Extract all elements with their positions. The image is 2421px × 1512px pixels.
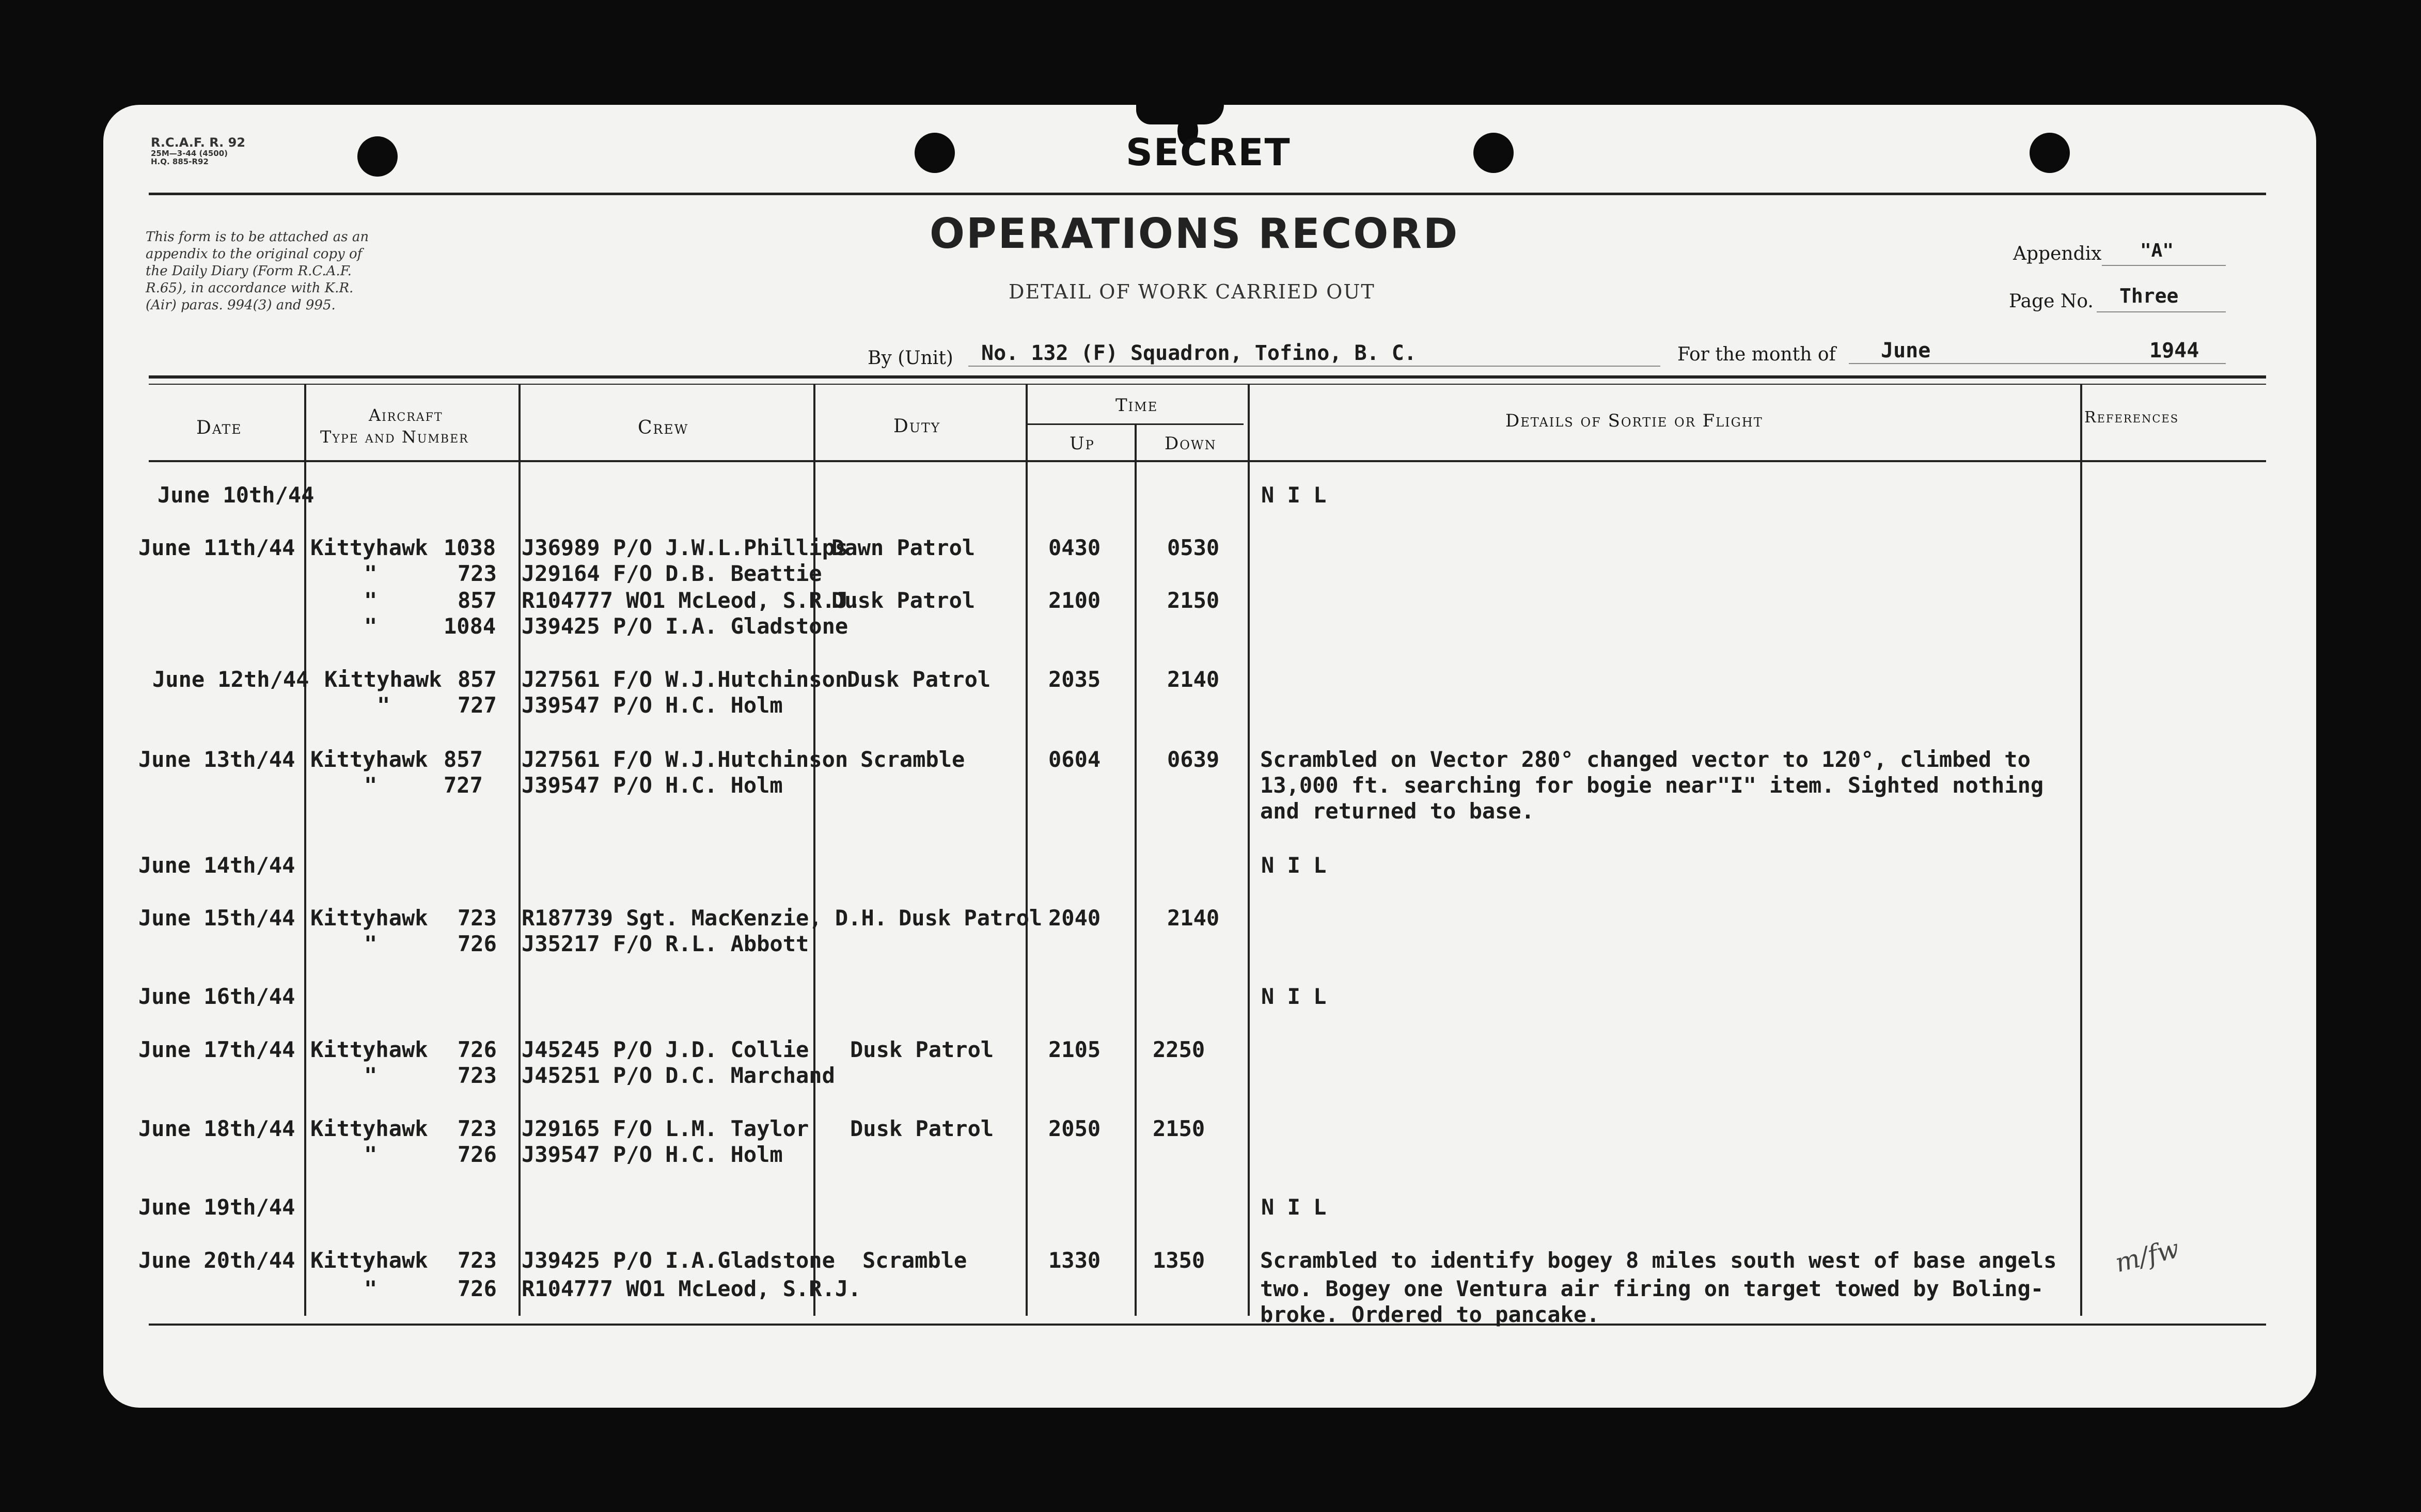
punch-hole [2030, 133, 2070, 173]
column-header-up: Up [1070, 433, 1095, 454]
aircraft-number: 1038 [444, 535, 496, 560]
crew-cell: J27561 F/O W.J.Hutchinson [522, 667, 848, 692]
details-cell: N I L [1261, 853, 1327, 878]
aircraft-number: 857 [458, 588, 497, 613]
form-code: R.C.A.F. R. 92 25M—3-44 (4500) H.Q. 885-R92 [151, 135, 246, 166]
crew-cell: J45245 P/O J.D. Collie [522, 1037, 809, 1062]
month-value: June [1881, 339, 1931, 363]
form-note: This form is to be attached as an appendix to the original copy of the Daily Diary (Form R.C.A.F. R.65), in accordance with K.R. (Air) paras. 994(3) and 995. [146, 229, 369, 313]
header-top-rule-thin [149, 384, 2266, 385]
month-underline [1849, 363, 2226, 364]
aircraft-number: 857 [458, 667, 497, 692]
punch-hole [357, 136, 398, 177]
aircraft-number: 727 [444, 773, 483, 798]
time-down: 0639 [1167, 747, 1220, 772]
year-value: 1944 [2149, 339, 2199, 363]
column-divider [1026, 384, 1028, 1316]
unit-label: By (Unit) [868, 348, 953, 369]
unit-value: No. 132 (F) Squadron, Tofino, B. C. [981, 341, 1417, 365]
column-header-down: Down [1165, 433, 1217, 454]
crew-cell: J29164 F/O D.B. Beattie [522, 561, 822, 586]
top-rule [149, 193, 2266, 195]
date-cell: June 10th/44 [158, 482, 315, 508]
ditto-mark: " [364, 1063, 378, 1088]
header-bottom-rule [149, 460, 2266, 462]
column-divider [2080, 384, 2082, 1316]
punch-hole [915, 133, 955, 173]
punch-hole [1473, 133, 1514, 173]
column-header-duty: Duty [893, 416, 941, 437]
aircraft-number: 726 [458, 931, 497, 956]
column-divider [1135, 423, 1137, 1316]
details-cell: N I L [1261, 1194, 1327, 1220]
aircraft-number: 726 [458, 1276, 497, 1301]
operations-record-card [103, 105, 2316, 1408]
crew-cell: J39547 P/O H.C. Holm [522, 773, 783, 798]
crew-cell: J39547 P/O H.C. Holm [522, 692, 783, 718]
page-underline [2097, 311, 2226, 312]
page-number-value: Three [2119, 285, 2179, 307]
time-up: 2040 [1048, 905, 1101, 931]
duty-cell: Dusk Patrol [850, 1116, 994, 1141]
time-down: 2250 [1153, 1037, 1205, 1062]
aircraft-number: 723 [458, 561, 497, 586]
aircraft-number: 723 [458, 905, 497, 931]
duty-cell: Dusk Patrol [850, 1037, 994, 1062]
date-cell: June 18th/44 [138, 1116, 295, 1141]
crew-cell: J27561 F/O W.J.Hutchinson [522, 747, 848, 772]
details-cell: N I L [1261, 482, 1327, 508]
duty-cell: Dusk Patrol [847, 667, 991, 692]
time-up: 1330 [1048, 1248, 1101, 1273]
appendix-label: Appendix [2013, 243, 2102, 264]
aircraft-number: 1084 [444, 613, 496, 639]
crew-cell: J35217 F/O R.L. Abbott [522, 931, 809, 956]
ditto-mark: " [364, 588, 378, 613]
crew-cell: J39425 P/O I.A.Gladstone [522, 1248, 835, 1273]
header-top-rule [149, 375, 2266, 379]
crew-cell: R104777 WO1 McLeod, S.R.J. [522, 1276, 861, 1301]
table-bottom-rule [149, 1324, 2266, 1326]
page-number-label: Page No. [2009, 291, 2094, 312]
aircraft-type: Kittyhawk [310, 535, 428, 560]
time-up: 2100 [1048, 588, 1101, 613]
column-header-crew: Crew [638, 417, 689, 438]
aircraft-type: Kittyhawk [310, 747, 428, 772]
unit-underline [968, 366, 1660, 367]
column-header-aircraft-type: Type and Number [320, 427, 469, 447]
page-title: OPERATIONS RECORD [930, 210, 1459, 258]
details-line: two. Bogey one Ventura air firing on target towed by Boling- [1260, 1276, 2044, 1301]
time-down: 2140 [1167, 905, 1220, 931]
aircraft-type: Kittyhawk [310, 905, 428, 931]
time-down: 0530 [1167, 535, 1220, 560]
column-divider [304, 384, 306, 1316]
ditto-mark: " [364, 1276, 378, 1301]
appendix-underline [2102, 265, 2226, 266]
column-header-time: Time [1115, 395, 1158, 416]
crew-cell: J45251 P/O D.C. Marchand [522, 1063, 835, 1088]
duty-cell: Dawn Patrol [831, 535, 976, 560]
aircraft-type: Kittyhawk [324, 667, 442, 692]
crew-cell: R104777 WO1 McLeod, S.R.J. [522, 588, 861, 613]
duty-cell: Dusk Patrol [831, 588, 976, 613]
time-down: 1350 [1153, 1248, 1205, 1273]
ditto-mark: " [364, 931, 378, 956]
time-up: 0604 [1048, 747, 1101, 772]
ditto-mark: " [377, 692, 390, 718]
date-cell: June 11th/44 [138, 535, 295, 560]
column-divider [813, 384, 815, 1316]
column-header-aircraft: Aircraft [369, 405, 443, 425]
ditto-mark: " [364, 613, 378, 639]
details-cell: N I L [1261, 984, 1327, 1009]
details-line: Scrambled on Vector 280° changed vector to 120°, climbed to [1260, 747, 2031, 772]
classification-stamp: SECRET [1126, 131, 1291, 174]
aircraft-type: Kittyhawk [310, 1248, 428, 1273]
details-line: and returned to base. [1260, 798, 1535, 824]
aircraft-number: 726 [458, 1037, 497, 1062]
time-up: 2050 [1048, 1116, 1101, 1141]
crew-cell: R187739 Sgt. MacKenzie, D.H. [522, 905, 888, 931]
column-header-references: References [2084, 408, 2179, 427]
ditto-mark: " [364, 1142, 378, 1167]
date-cell: June 20th/44 [138, 1248, 295, 1273]
column-header-details: Details of Sortie or Flight [1505, 411, 1763, 431]
ditto-mark: " [364, 773, 378, 798]
reference-initials: m/fw [2112, 1233, 2182, 1279]
appendix-value: "A" [2140, 240, 2174, 261]
duty-cell: Scramble [860, 747, 965, 772]
crew-cell: J39425 P/O I.A. Gladstone [522, 613, 848, 639]
crew-cell: J39547 P/O H.C. Holm [522, 1142, 783, 1167]
aircraft-number: 857 [444, 747, 483, 772]
date-cell: June 19th/44 [138, 1194, 295, 1220]
date-cell: June 16th/44 [138, 984, 295, 1009]
aircraft-number: 726 [458, 1142, 497, 1167]
column-divider [1248, 384, 1250, 1316]
month-label: For the month of [1677, 344, 1836, 365]
time-down: 2150 [1167, 588, 1220, 613]
aircraft-type: Kittyhawk [310, 1037, 428, 1062]
aircraft-type: Kittyhawk [310, 1116, 428, 1141]
time-down: 2140 [1167, 667, 1220, 692]
crew-cell: J29165 F/O L.M. Taylor [522, 1116, 809, 1141]
aircraft-number: 723 [458, 1116, 497, 1141]
details-line: broke. Ordered to pancake. [1260, 1302, 1600, 1327]
duty-cell: Scramble [862, 1248, 967, 1273]
crew-cell: J36989 P/O J.W.L.Phillips [522, 535, 848, 560]
date-cell: June 17th/44 [138, 1037, 295, 1062]
aircraft-number: 723 [458, 1063, 497, 1088]
column-header-date: Date [196, 417, 242, 438]
duty-cell: Dusk Patrol [899, 905, 1043, 931]
date-cell: June 13th/44 [138, 747, 295, 772]
column-divider [518, 384, 521, 1316]
details-line: Scrambled to identify bogey 8 miles south west of base angels [1260, 1248, 2057, 1273]
date-cell: June 15th/44 [138, 905, 295, 931]
page-subtitle: DETAIL OF WORK CARRIED OUT [1009, 280, 1375, 303]
ditto-mark: " [364, 561, 378, 586]
time-up: 2105 [1048, 1037, 1101, 1062]
time-down: 2150 [1153, 1116, 1205, 1141]
time-up: 2035 [1048, 667, 1101, 692]
details-line: 13,000 ft. searching for bogie near"I" item. Sighted nothing [1260, 773, 2044, 798]
aircraft-number: 727 [458, 692, 497, 718]
date-cell: June 12th/44 [152, 667, 309, 692]
date-cell: June 14th/44 [138, 853, 295, 878]
time-up: 0430 [1048, 535, 1101, 560]
aircraft-number: 723 [458, 1248, 497, 1273]
